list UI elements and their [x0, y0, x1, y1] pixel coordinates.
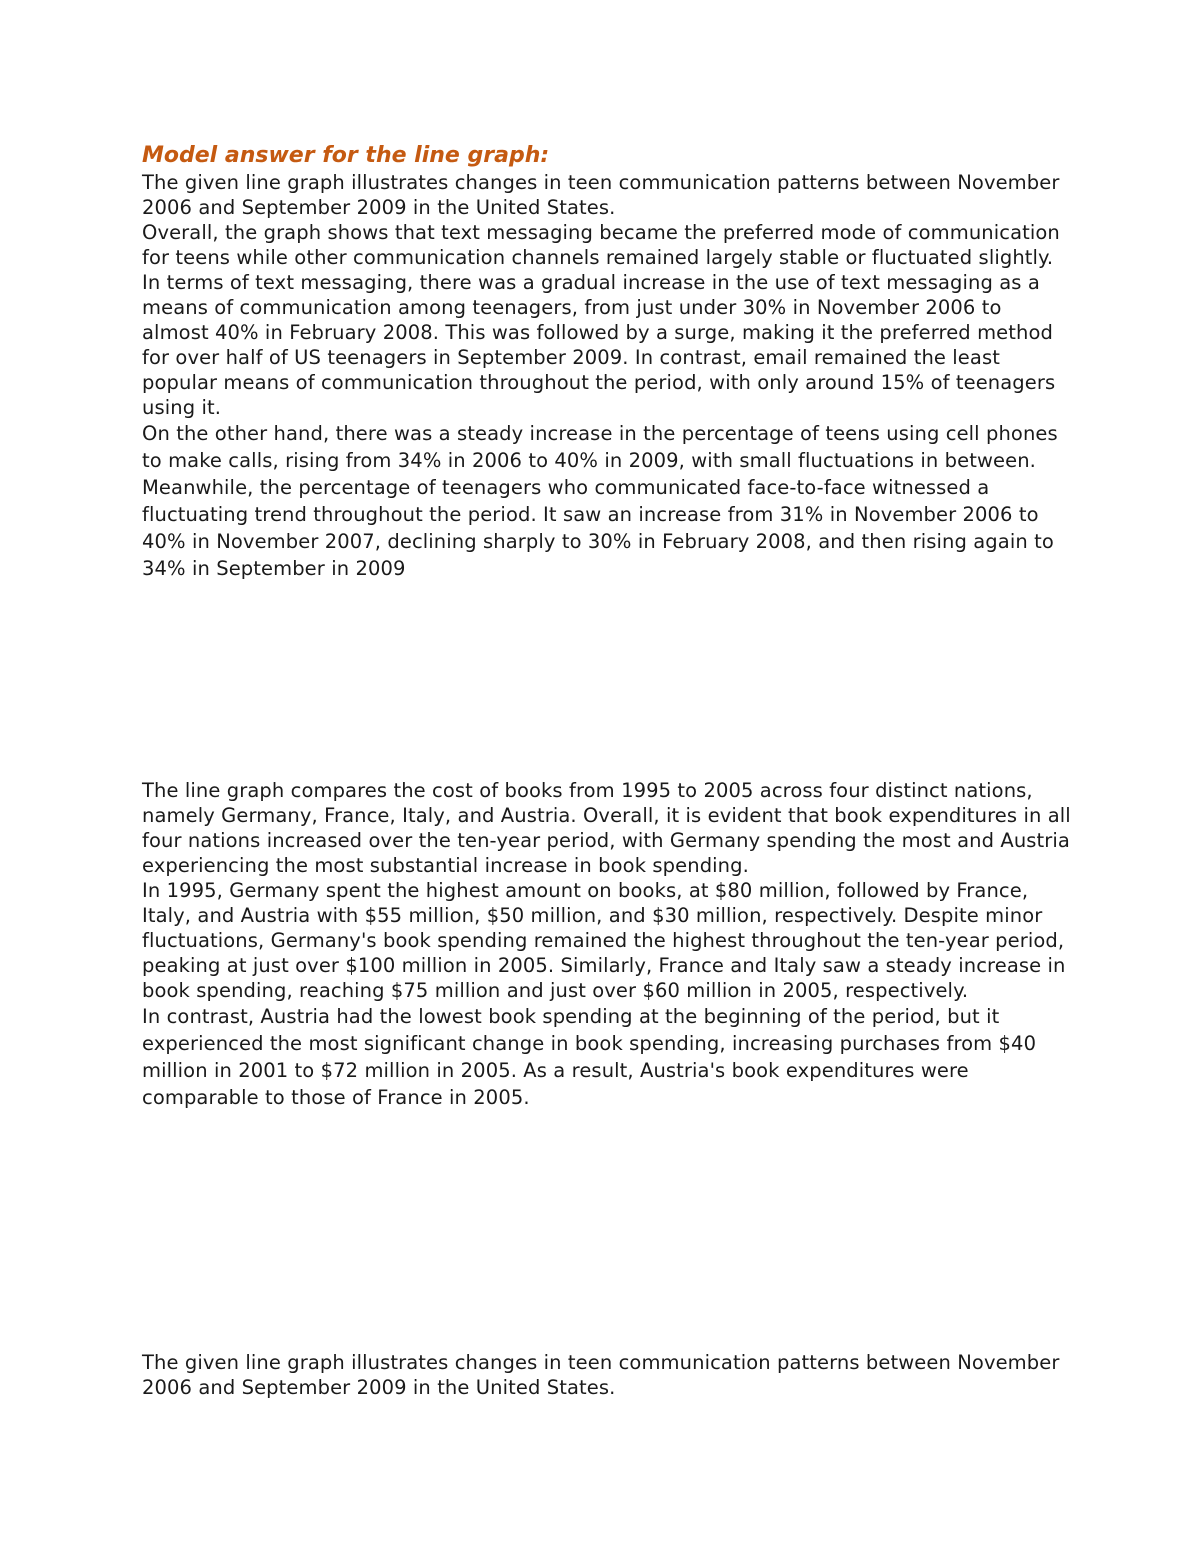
section-heading: Model answer for the line graph: [142, 143, 550, 168]
book-cost-section [142, 778, 1072, 1111]
paragraph-book-1995: In 1995, Germany spent the highest amount on books, at $80 million, followed by France, Italy, and Austria with $55 million, $50 million, and $30 million, respectively. Despite minor fluctuations, Germany's book spending remained the highest throughout the ten-year period, peaking at just over $100 million in 2005. Similarly, France and Italy saw a steady increase in book spending, reaching $75 million and just over $60 million in 2005, respectively. [142, 879, 1066, 1002]
paragraph-text-messaging: In terms of text messaging, there was a gradual increase in the use of text messaging as a means of communication among teenagers, from just under 30% in November 2006 to almost 40% in February 2008. This was followed by a surge, making it the preferred method for over half of US teenagers in September 2009. In contrast, email remained the least popular means of communication throughout the period, with only around 15% of teenagers using it. [142, 271, 1056, 419]
paragraph-overview: Overall, the graph shows that text messaging became the preferred mode of communication for teens while other communication channels remained largely stable or fluctuated slightly. [142, 221, 1060, 269]
paragraph-cell-phones: On the other hand, there was a steady increase in the percentage of teens using cell phones to make calls, rising from 34% in 2006 to 40% in 2009, with small fluctuations in between. Meanwhile, the percentage of teenagers who communicated face-to-face witnessed a fluctuating trend throughout the period. It saw an increase from 31% in November 2006 to 40% in November 2007, declining sharply to 30% in February 2008, and then rising again to 34% in September in 2009 [142, 422, 1058, 580]
repeat-intro-section [142, 1350, 1072, 1400]
paragraph-intro: The given line graph illustrates changes in teen communication patterns between November 2006 and September 2009 in the United States. [142, 171, 1060, 219]
paragraph-book-austria: In contrast, Austria had the lowest book spending at the beginning of the period, but it experienced the most significant change in book spending, increasing purchases from $40 million in 2001 to $72 million in 2005. As a result, Austria's book expenditures were comparable to those of France in 2005. [142, 1005, 1037, 1109]
paragraph-book-overview: The line graph compares the cost of books from 1995 to 2005 across four distinct nations, namely Germany, France, Italy, and Austria. Overall, it is evident that book expenditures in all four nations increased over the ten-year period, with Germany spending the most and Austria experiencing the most substantial increase in book spending. [142, 779, 1071, 877]
model-answer-section [142, 142, 1072, 582]
paragraph-group [142, 420, 1072, 582]
paragraph-group [142, 1003, 1072, 1111]
paragraph-repeat-intro: The given line graph illustrates changes in teen communication patterns between November 2006 and September 2009 in the United States. [142, 1351, 1060, 1399]
